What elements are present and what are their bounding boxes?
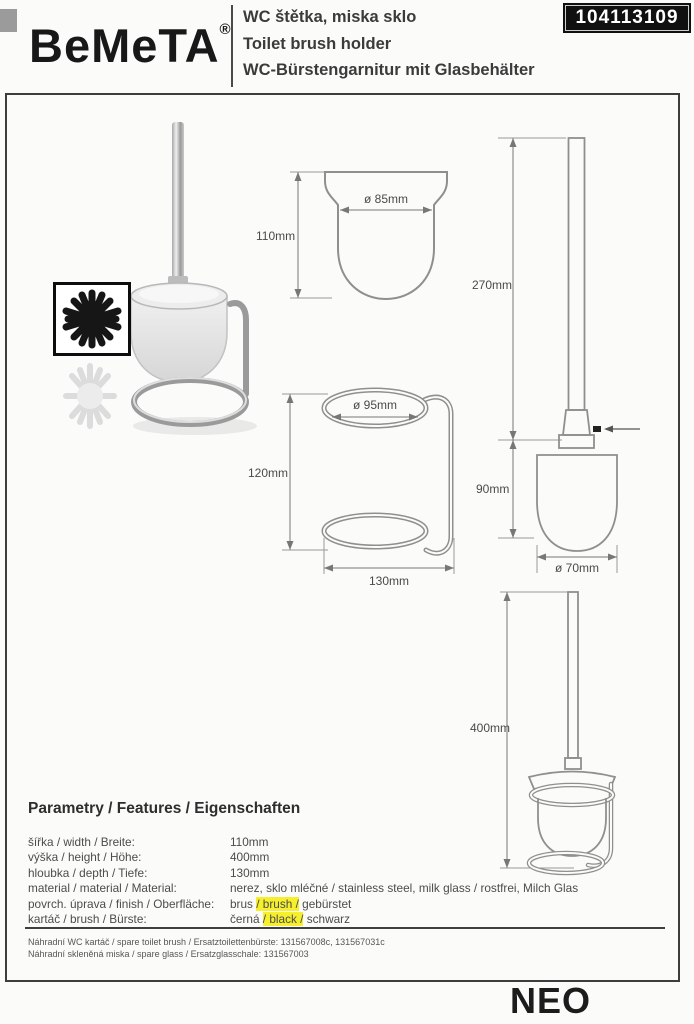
param-row-height: výška / height / Höhe: 400mm (28, 850, 270, 865)
parameters-heading: Parametry / Features / Eigenschaften (28, 800, 301, 817)
product-titles (243, 4, 535, 84)
brush-color-highlight: / black / (262, 912, 304, 927)
white-brush-photo (58, 358, 122, 434)
bowl-height-dim: 110mm (256, 229, 296, 243)
product-code-badge: 104113109 (563, 3, 691, 33)
black-brush-photo-frame (53, 282, 131, 356)
product-title-en: Toilet brush holder (243, 34, 392, 53)
assembly-handle (568, 592, 578, 758)
product-title-cs: WC štětka, miska sklo (243, 8, 417, 26)
brush-collar (559, 435, 594, 448)
assembly-knob (565, 758, 581, 769)
finish-highlight: / brush / (256, 896, 299, 911)
registered-mark: ® (219, 21, 231, 38)
footnotes (28, 936, 385, 960)
brush-head-dim: 90mm (476, 482, 510, 496)
connector-pointer-mark (593, 426, 601, 432)
product-title-de: WC-Bürstengarnitur mit Glasbehälter (243, 61, 535, 79)
holder-diameter-dim: ø 95mm (352, 398, 398, 412)
parameters-table (28, 835, 658, 927)
photo-wire-upright (230, 303, 246, 394)
glass-bowl-drawing (248, 148, 463, 323)
footnote-divider (25, 927, 665, 929)
photo-handle-rod (172, 122, 184, 284)
brand-text: BeMeTA (29, 19, 220, 72)
photo-cup-rim-inner (139, 285, 219, 303)
series-name: NEO (510, 980, 592, 1021)
brand-logo (29, 0, 231, 76)
wire-holder-drawing (248, 378, 463, 590)
brush-drawing (470, 125, 645, 585)
black-brush-photo (56, 285, 128, 353)
photo-wire-base-highlight (134, 378, 246, 422)
white-brush-core (77, 383, 103, 409)
header-divider (231, 5, 233, 87)
footnote-spare-brush: Náhradní WC kartáč / spare toilet brush / Ersatztoilettenbürste: 131567008c, 131567031c (28, 937, 385, 947)
brush-diameter-dim: ø 70mm (554, 561, 600, 575)
assembly-height-dim: 400mm (470, 721, 511, 735)
bowl-diameter-dim: ø 85mm (363, 192, 409, 206)
param-row-brush-color: kartáč / brush / Bürste: černá / black / schwarz (28, 912, 350, 927)
brush-handle-outline (569, 138, 585, 410)
param-row-finish: povrch. úprava / finish / Oberfläche: brus / brush / gebürstet (28, 896, 352, 911)
logo-square-icon (0, 9, 17, 32)
brush-head-outline (537, 455, 617, 551)
brush-handle-dim: 270mm (472, 278, 513, 292)
holder-width-dim: 130mm (368, 574, 410, 588)
brush-connector (563, 410, 590, 435)
footnote-spare-glass: Náhradní skleněná miska / spare glass / Ersatzglasschale: 131567003 (28, 949, 309, 959)
param-row-material: material / material / Material: nerez, sklo mléčné / stainless steel, milk glass / rostfrei, Milch Glas (28, 881, 579, 896)
param-row-width: šířka / width / Breite: 110mm (28, 835, 269, 849)
param-row-depth: hloubka / depth / Tiefe: 130mm (28, 865, 270, 880)
holder-height-dim: 120mm (248, 466, 289, 480)
black-brush-core (77, 304, 107, 334)
connector-pointer-arrow (604, 426, 613, 433)
